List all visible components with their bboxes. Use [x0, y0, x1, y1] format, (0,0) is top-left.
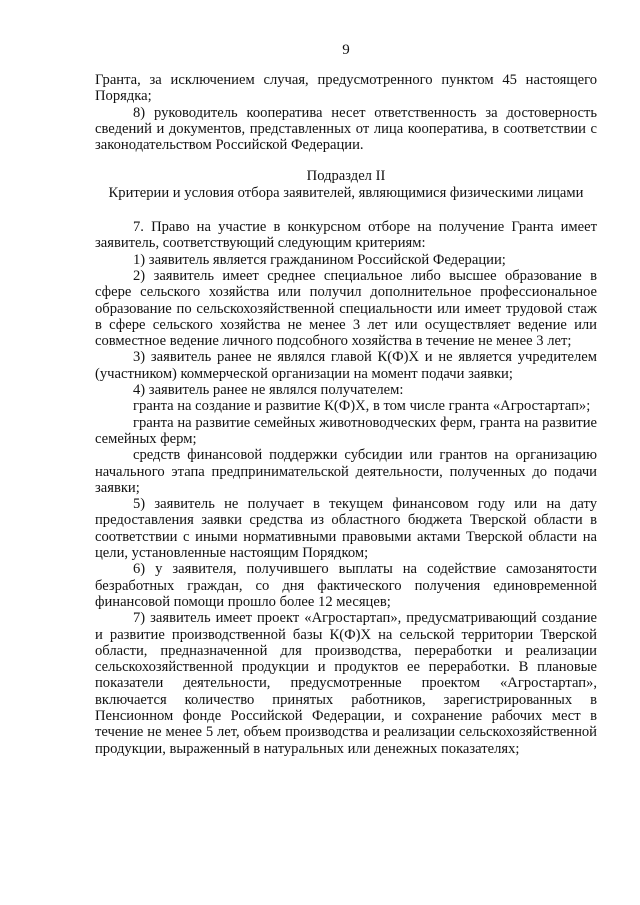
paragraph: Гранта, за исключением случая, предусмотренного пунктом 45 настоящего Порядка;: [95, 72, 597, 105]
paragraph: средств финансовой поддержки субсидии или грантов на организацию начального этапа предпринимательской деятельности, полученных до подачи заявки;: [95, 447, 597, 496]
paragraph: 1) заявитель является гражданином Российской Федерации;: [133, 251, 506, 268]
paragraph: 3) заявитель ранее не являлся главой К(Ф)Х и не является учредителем (участником) коммерческой организации на момент подачи заявки;: [95, 349, 597, 382]
paragraph: 8) руководитель кооператива несет ответственность за достоверность сведений и документов, представленных от лица кооператива, в соответствии с законодательством Российской Федерации.: [95, 104, 597, 154]
paragraph: 2) заявитель имеет среднее специальное либо высшее образование в сфере сельского хозяйства или получил дополнительное профессиональное образование по сельскохозяйственной специальности или имеет трудовой стаж в сфере сельского хозяйства не менее 3 лет или осуществляет ведение или совместное ведение личного подсобного хозяйства в течение не менее 3 лет;: [95, 267, 597, 350]
paragraph: 6) у заявителя, получившего выплаты на содействие самозанятости безработных граждан, со дня фактического получения единовременной финансовой помощи прошло более 12 месяцев;: [95, 561, 597, 610]
paragraph: 7) заявитель имеет проект «Агростартап», предусматривающий создание и развитие производственной базы К(Ф)Х на сельской территории Тверской области, предназначенной для производства, переработки и реализации сельскохозяйственной продукции и продуктов ее переработки. В плановые показатели деятельности, предусмотренные проектом «Агростартап», включается количество принятых работников, зарегистрированных в Пенсионном фонде Российской Федерации, и сохранение рабочих мест в течение не менее 5 лет, объем производства и реализации сельскохозяйственной продукции, выраженный в натуральных или денежных показателях;: [95, 610, 597, 757]
subsection-title: Подраздел II: [306, 168, 386, 185]
paragraph: 5) заявитель не получает в текущем финансовом году или на дату предоставления заявки средства из областного бюджета Тверской области в соответствии с иными нормативными правовыми актами Тверской области на цели, установленные настоящим Порядком;: [95, 496, 597, 562]
paragraph: 4) заявитель ранее не являлся получателем:: [133, 382, 404, 399]
subsection-subtitle: Критерии и условия отбора заявителей, являющимися физическими лицами: [108, 184, 584, 201]
paragraph: 7. Право на участие в конкурсном отборе на получение Гранта имеет заявитель, соответствующий следующим критериям:: [95, 219, 597, 252]
paragraph: гранта на развитие семейных животноводческих ферм, гранта на развитие семейных ферм;: [95, 414, 597, 447]
page-number: 9: [342, 42, 350, 58]
document-body: [95, 72, 597, 757]
paragraph: гранта на создание и развитие К(Ф)Х, в том числе гранта «Агростартап»;: [133, 398, 591, 415]
